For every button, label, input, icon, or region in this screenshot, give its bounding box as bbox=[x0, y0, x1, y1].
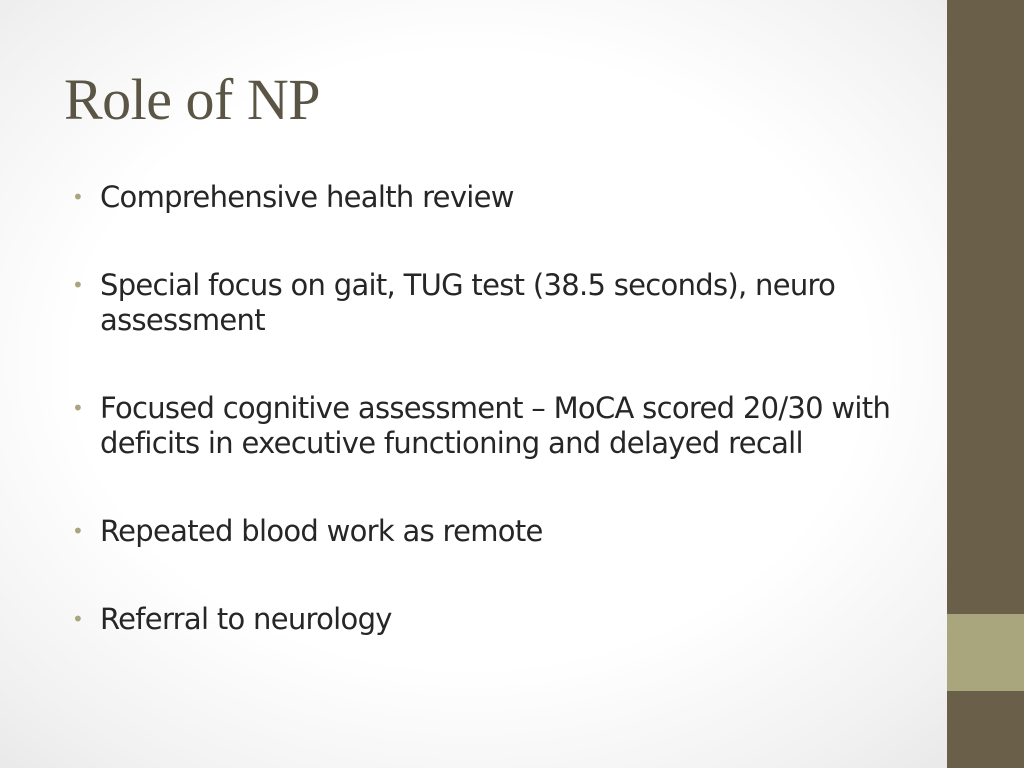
bullet-item bbox=[72, 602, 892, 637]
bullet-dot-icon: • bbox=[72, 396, 84, 420]
slide-title: Role of NP bbox=[64, 67, 320, 132]
bullet-item bbox=[72, 180, 892, 215]
bullet-text: Focused cognitive assessment – MoCA scored 20/30 with deficits in executive functioning and delayed recall bbox=[100, 391, 891, 460]
bullet-item bbox=[72, 391, 892, 461]
bullet-text: Special focus on gait, TUG test (38.5 seconds), neuro assessment bbox=[100, 268, 836, 337]
bullet-dot-icon: • bbox=[72, 607, 84, 631]
bullet-dot-icon: • bbox=[72, 185, 84, 209]
bullet-dot-icon: • bbox=[72, 273, 84, 297]
bullet-item bbox=[72, 514, 892, 549]
bullet-list bbox=[72, 180, 892, 690]
bullet-text: Repeated blood work as remote bbox=[100, 514, 543, 548]
side-accent-block bbox=[947, 614, 1024, 691]
bullet-dot-icon: • bbox=[72, 519, 84, 543]
bullet-text: Referral to neurology bbox=[100, 602, 392, 636]
bullet-text: Comprehensive health review bbox=[100, 180, 514, 214]
bullet-item bbox=[72, 268, 892, 338]
